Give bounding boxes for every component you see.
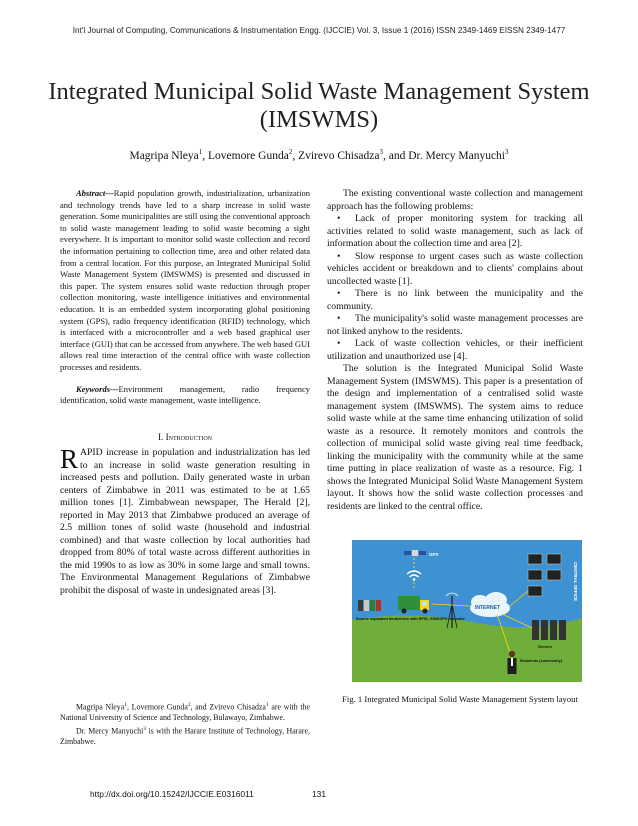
figure-caption: Fig. 1 Integrated Municipal Solid Waste Management System layout: [342, 694, 578, 704]
footnote-mark: 3: [143, 725, 147, 732]
resident-person-icon: [508, 651, 517, 674]
list-item: • Slow response to urgent cases such as waste collection vehicles accident or breakdown and to clients' complains about uncollected waste [1].: [327, 251, 583, 289]
abstract-block: [60, 188, 310, 407]
figure-illustration: [352, 540, 582, 682]
solution-paragraph: The solution is the Integrated Municipal Solid Waste Management System (IMSWMS). This paper is a presentation of the design and implementation of a centralised solid waste management system (IMSWMS). The system aims to reduce solid waste while at the same time enhancing utilization of solid waste as a resource. It remotely monitors and controls the collection of municipal solid waste giving real time feedback, linking the municipality with the community while at the same time putting in place realization of waste as a resource. Fig. 1 shows the Integrated Municipal Solid Waste Management System layout. It shows how the solid waste collection processes and residents are linked to the central office.: [327, 363, 583, 512]
section-numeral: I.: [157, 432, 164, 442]
keywords-text: Environment management, radio frequency identification, solid waste management, waste intelligence.: [60, 383, 310, 406]
paper-title: Integrated Municipal Solid Waste Management System (IMSWMS): [48, 78, 590, 133]
author-affiliation-mark: 1: [198, 148, 203, 156]
bins-label: Source separated bins: [356, 617, 397, 621]
central-office-label: CENTRAL OFFICE: [573, 562, 578, 602]
separator: , and: [383, 149, 409, 162]
author-name: Zvirevo Chisadza: [298, 149, 380, 162]
separator: ,: [202, 149, 209, 162]
footnote-mark: 1: [124, 702, 128, 708]
gps-label: GPS: [429, 552, 439, 557]
footnote-mark: 1: [265, 702, 269, 708]
drop-cap: R: [60, 444, 79, 474]
problem-list: [327, 213, 583, 363]
vehicle-label: Vehicle with RFID, GSM/GPS mounted: [396, 617, 465, 621]
internet-label: INTERNET: [475, 605, 500, 611]
footnote-affiliation: are with the National University of Science and Technology, Bulawayo, Zimbabwe.: [60, 702, 311, 723]
system-layout-figure: [352, 540, 582, 682]
author-list: [40, 148, 598, 162]
footnote-author: Magripa Nleya: [76, 702, 125, 712]
author-affiliation-mark: 3: [379, 148, 383, 156]
abstract-heading: Abstract---: [76, 188, 114, 198]
author-footnote: [60, 700, 310, 747]
introduction-paragraph: APID increase in population and industrialization has led to an increase in solid waste generation resulting in increased pests and pollution. Daily generated waste in urban centers of Zimbabwe in 2011 was estimated to be at 1.65 million tones [1]. Zimbabwean newspaper, The Herald [2], reported in May 2013 that Zimbabwe produced an average of 2.5 million tones of solid waste (household and industrial combined) and that waste collection by local authorities had dropped from 80% of total waste across different authorities in the mid 1990s to as low as 30% in some large and small towns. The Environmental Management Regulations of Zimbabwe prohibit the disposal of waste in undesignated areas [3].: [60, 447, 310, 596]
author-name: Lovemore Gunda: [208, 149, 289, 162]
problems-intro: The existing conventional waste collection and management approach has the following problems:: [327, 188, 583, 212]
author-affiliation-mark: 3: [505, 148, 509, 156]
page-number: 131: [312, 789, 326, 799]
right-column-text: [327, 188, 583, 513]
footnote-author: Dr. Mercy Manyuchi: [76, 726, 144, 736]
section-heading-introduction: [60, 432, 310, 442]
footnote-mark: 2: [187, 702, 191, 708]
separator: ,: [292, 149, 299, 162]
author-affiliation-mark: 2: [288, 148, 293, 156]
section-title: Introduction: [165, 432, 213, 442]
list-item: • Lack of waste collection vehicles, or their inefficient utilization and unauthorized use [4].: [327, 338, 583, 363]
servers-label: Servers: [538, 645, 552, 649]
abstract-text: Rapid population growth, industrialization, urbanization and technology trends have led to a sharp increase in solid waste generation. Some municipalities are still using the conventional approach to solid waste management leading to solid waste becoming a sight everywhere. It is important to monitor solid waste collection and record the information pertaining to collection time, area and other related data from a central location. For this purpose, an Integrated Municipal Solid Waste Management System (IMSWMS) is presented and discussed in this paper. The system ensures solid waste reduction through proper collection monitoring, waste intelligence initiatives and environmental education. It is an embedded system incorporating global positioning system (GPS), radio frequency identification (RFID) technology, which is interfaced with a microcontroller and a web based graphical user interface (GUI) that can be accessed from anywhere. The web based GUI allows real time interaction of the central office with waste collection processes and residents.: [60, 188, 310, 372]
introduction-text: [60, 444, 310, 597]
resident-label: Residents (community): [520, 659, 562, 663]
author-name: Magripa Nleya: [129, 149, 199, 162]
keywords-heading: Keywords---: [76, 383, 119, 394]
author-name: Dr. Mercy Manyuchi: [408, 149, 506, 162]
list-item: • Lack of proper monitoring system for tracking all activities related to solid waste management, such as lack of information about the collection time and area [2].: [327, 213, 583, 251]
footnote-author: , Lovemore Gunda: [127, 702, 188, 712]
list-item: • There is no link between the municipality and the community.: [327, 288, 583, 313]
doi-link[interactable]: http://dx.doi.org/10.15242/IJCCIE.E0316011: [90, 789, 254, 799]
footnote-affiliation: is with the Harare Institute of Technology, Harare, Zimbabwe.: [60, 726, 310, 746]
footnote-author: , and Zvirevo Chisadza: [190, 702, 266, 712]
list-item: • The municipality's solid waste management processes are not linked anyhow to the residents.: [327, 313, 583, 338]
journal-header: Int'l Journal of Computing, Communications & Instrumentation Engg. (IJCCIE) Vol. 3, Issue 1 (2016) ISSN 2349-1469 EISSN 2349-1477: [72, 26, 566, 35]
